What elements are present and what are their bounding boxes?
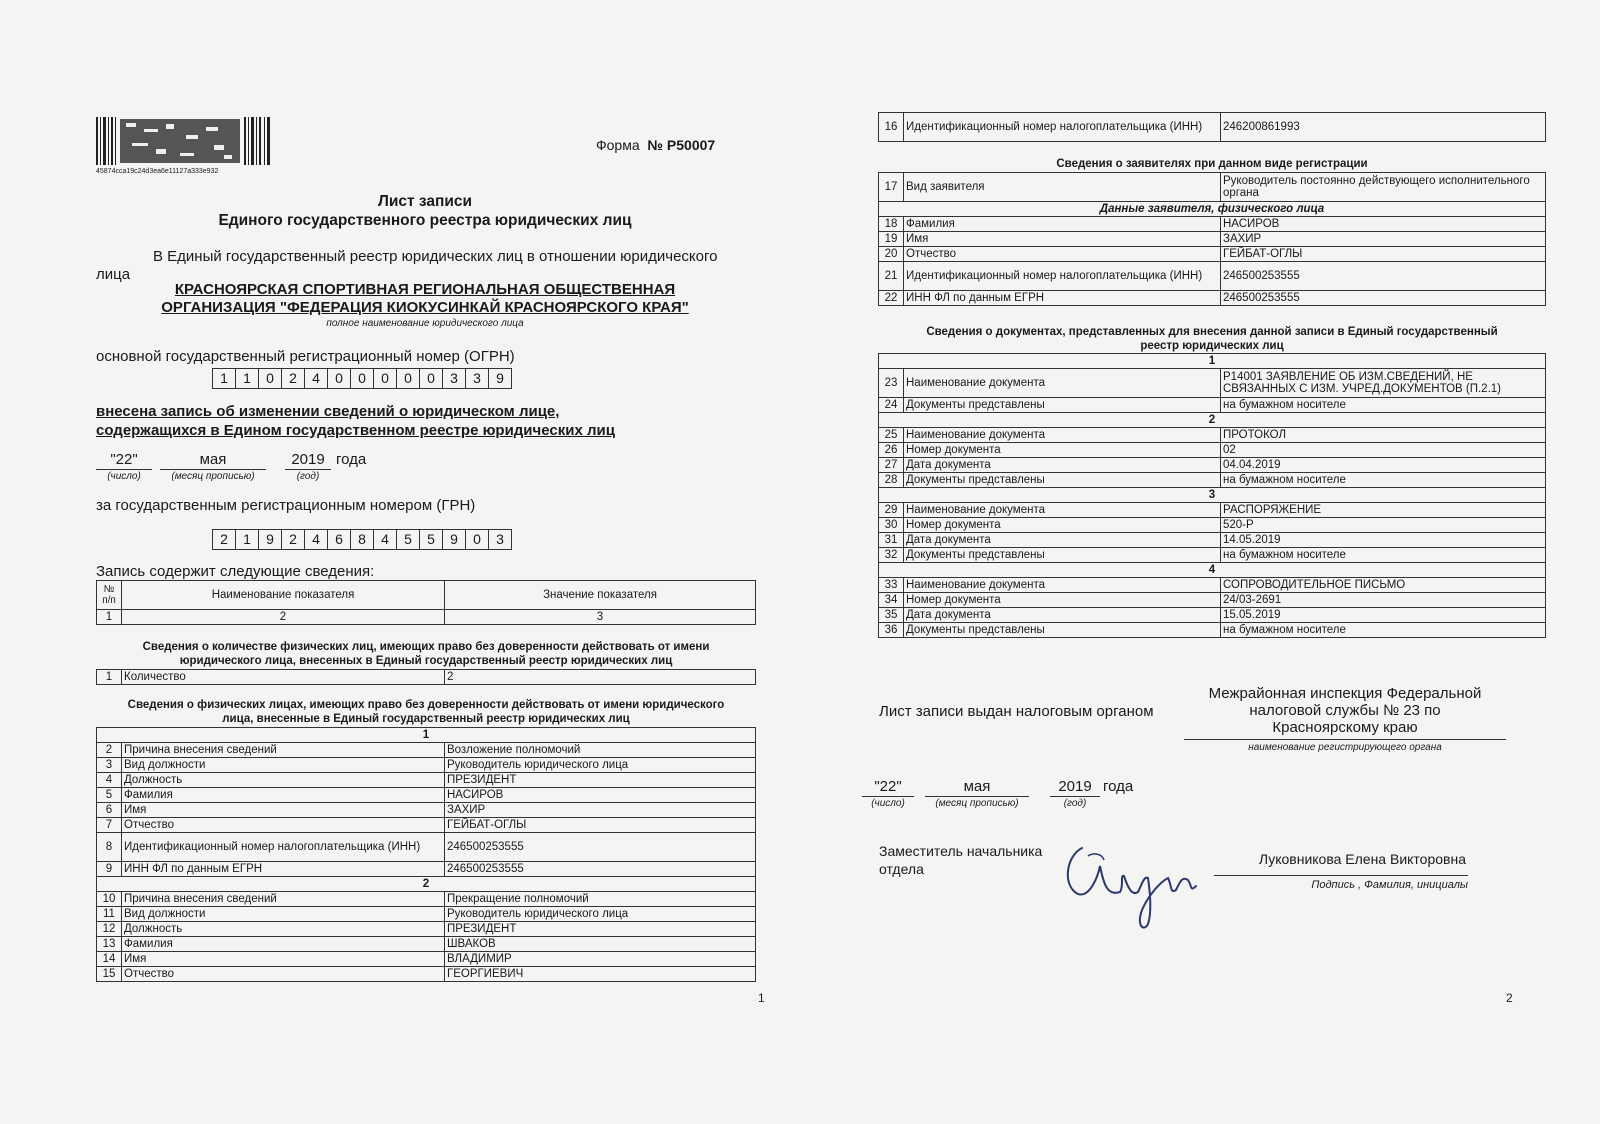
date2-year-word: года — [1103, 778, 1134, 795]
caption-day: (число) — [107, 471, 141, 482]
hdr-name: Наименование показателя — [122, 581, 445, 610]
table-row — [97, 818, 756, 833]
row-number: 25 — [879, 428, 904, 443]
row-number: 22 — [879, 291, 904, 306]
row-label: Дата документа — [904, 608, 1221, 623]
digit-cell: 3 — [443, 369, 466, 388]
row-number: 19 — [879, 232, 904, 247]
row-label: Наименование документа — [904, 428, 1221, 443]
row-value: ЗАХИР — [445, 803, 756, 818]
row-value: Р14001 ЗАЯВЛЕНИЕ ОБ ИЗМ.СВЕДЕНИЙ, НЕ СВЯЗАННЫХ С ИЗМ. УЧРЕД.ДОКУМЕНТОВ (П.2.1) — [1221, 369, 1546, 398]
date-year-word: года — [336, 451, 367, 468]
row-value: 520-Р — [1221, 518, 1546, 533]
table-row — [879, 623, 1546, 638]
digit-cell: 3 — [496, 531, 504, 547]
digit-cell: 4 — [305, 530, 328, 549]
row-value: ЗАХИР — [1221, 232, 1546, 247]
table-row — [879, 369, 1546, 398]
row-number: 2 — [97, 743, 122, 758]
row-label: Документы представлены — [904, 398, 1221, 413]
digit-cell: 1 — [236, 369, 259, 388]
entry-line1: внесена запись об изменении сведений о юридическом лице, — [96, 403, 560, 420]
digit-cell: 0 — [328, 369, 351, 388]
row-number: 23 — [879, 369, 904, 398]
group-header: 2 — [879, 413, 1546, 428]
group-header: 1 — [97, 728, 756, 743]
group-header: Данные заявителя, физического лица — [879, 202, 1546, 217]
section-docs-title: Сведения о документах, представленных для внесения данной записи в Единый государственный реестр юридических лиц — [926, 326, 1498, 352]
row-label: Имя — [904, 232, 1221, 247]
digit-cell: 4 — [305, 369, 328, 388]
row-number: 29 — [879, 503, 904, 518]
row-number: 15 — [97, 967, 122, 982]
row-number: 11 — [97, 907, 122, 922]
row-label: Дата документа — [904, 533, 1221, 548]
table-row — [879, 518, 1546, 533]
digit-cell: 2 — [282, 369, 305, 388]
table-row — [879, 217, 1546, 232]
row-number: 30 — [879, 518, 904, 533]
section-applicants-title: Сведения о заявителях при данном виде регистрации — [1056, 158, 1368, 170]
docs-table — [878, 353, 1546, 638]
row-value: 246500253555 — [1221, 291, 1546, 306]
row-number: 36 — [879, 623, 904, 638]
intro-text: В Единый государственный реестр юридических лиц в отношении юридического — [153, 248, 718, 265]
header-table: № п/п Наименование показателя Значение показателя 1 2 3 — [96, 580, 756, 625]
table-row — [97, 833, 756, 862]
date-day: "22" — [110, 451, 138, 468]
group-header: 4 — [879, 563, 1546, 578]
row-value: Руководитель юридического лица — [445, 907, 756, 922]
row-value: ШВАКОВ — [445, 937, 756, 952]
row-number: 17 — [879, 173, 904, 202]
row-label: Должность — [122, 922, 445, 937]
digit-cell: 0 — [259, 369, 282, 388]
row-number: 9 — [97, 862, 122, 877]
group-header: 2 — [97, 877, 756, 892]
contains-label: Запись содержит следующие сведения: — [96, 563, 375, 580]
digit-cell: 3 — [466, 369, 489, 388]
row-label: Вид должности — [122, 758, 445, 773]
signer-title: Заместитель начальника отдела — [879, 843, 1043, 877]
row-label: Отчество — [122, 818, 445, 833]
row-number: 27 — [879, 458, 904, 473]
org-name-line2: ОРГАНИЗАЦИЯ "ФЕДЕРАЦИЯ КИОКУСИНКАЙ КРАСНОЯРСКОГО КРАЯ" — [161, 299, 689, 316]
row-label: Документы представлены — [904, 623, 1221, 638]
row-value: на бумажном носителе — [1221, 548, 1546, 563]
date2-day: "22" — [874, 778, 902, 795]
row-number: 12 — [97, 922, 122, 937]
page-number-2: 2 — [1506, 991, 1513, 1005]
authority-caption: наименование регистрирующего органа — [1248, 742, 1442, 753]
row-value: 246500253555 — [1221, 262, 1546, 291]
grn-label: за государственным регистрационным номером (ГРН) — [96, 497, 476, 514]
date-month: мая — [199, 451, 227, 468]
row-number: 7 — [97, 818, 122, 833]
issued-label: Лист записи выдан налоговым органом — [879, 703, 1154, 720]
row-value: 04.04.2019 — [1221, 458, 1546, 473]
row-label: Отчество — [122, 967, 445, 982]
group-header: 3 — [879, 488, 1546, 503]
table-row — [879, 533, 1546, 548]
row-number: 26 — [879, 443, 904, 458]
grn-digits — [212, 529, 512, 550]
row-label: Отчество — [904, 247, 1221, 262]
row-value: 02 — [1221, 443, 1546, 458]
row-number: 8 — [97, 833, 122, 862]
row-value: Руководитель юридического лица — [445, 758, 756, 773]
row-value: РАСПОРЯЖЕНИЕ — [1221, 503, 1546, 518]
table-row — [879, 443, 1546, 458]
row-label: Идентификационный номер налогоплательщика (ИНН) — [904, 262, 1221, 291]
table-row — [879, 548, 1546, 563]
digit-cell: 1 — [236, 530, 259, 549]
row-label: Наименование документа — [904, 369, 1221, 398]
row-label: Вид должности — [122, 907, 445, 922]
digit-cell: 9 — [259, 530, 282, 549]
row-number: 24 — [879, 398, 904, 413]
authority-name: Межрайонная инспекция Федеральной налоговой службы № 23 по Красноярскому краю — [1208, 685, 1482, 736]
caption2-year: (год) — [1063, 798, 1087, 809]
row-number: 18 — [879, 217, 904, 232]
row-number: 28 — [879, 473, 904, 488]
row-label: Номер документа — [904, 518, 1221, 533]
inn-row-table: 16 Идентификационный номер налогоплательщика (ИНН) 246200861993 — [878, 112, 1546, 142]
page-2 — [800, 0, 1600, 1124]
digit-cell: 0 — [466, 530, 489, 549]
row-value: ПРОТОКОЛ — [1221, 428, 1546, 443]
row-value: НАСИРОВ — [1221, 217, 1546, 232]
digit-cell: 9 — [443, 530, 466, 549]
table-row — [97, 788, 756, 803]
digit-cell: 0 — [397, 369, 420, 388]
applicants-table — [878, 172, 1546, 306]
row-value: 246500253555 — [445, 862, 756, 877]
doc-title-line1: Лист записи — [377, 193, 473, 210]
row-label: Документы представлены — [904, 548, 1221, 563]
row-number: 4 — [97, 773, 122, 788]
table-row — [879, 247, 1546, 262]
row-number: 14 — [97, 952, 122, 967]
row-label: Имя — [122, 803, 445, 818]
date-year: 2019 — [291, 451, 325, 468]
table-row — [879, 398, 1546, 413]
row-value: Руководитель постоянно действующего исполнительного органа — [1221, 173, 1546, 202]
digit-cell: 9 — [496, 370, 504, 386]
table-row — [97, 862, 756, 877]
row-value: ГЕОРГИЕВИЧ — [445, 967, 756, 982]
table-row — [97, 758, 756, 773]
row-label: ИНН ФЛ по данным ЕГРН — [904, 291, 1221, 306]
row-value: СОПРОВОДИТЕЛЬНОЕ ПИСЬМО — [1221, 578, 1546, 593]
table-row — [879, 291, 1546, 306]
digit-cell: 2 — [213, 530, 236, 549]
table-row — [879, 503, 1546, 518]
row-number: 34 — [879, 593, 904, 608]
barcode-image — [96, 115, 270, 167]
row-label: Дата документа — [904, 458, 1221, 473]
hdr-num: № п/п — [97, 581, 122, 610]
section-qty-title: Сведения о количестве физических лиц, имеющих право без доверенности действовать от имени юридического лица, внесенных в Единый государственный реестр юридических лиц — [142, 641, 710, 667]
row-value: ПРЕЗИДЕНТ — [445, 773, 756, 788]
row-value: на бумажном носителе — [1221, 398, 1546, 413]
digit-cell: 0 — [374, 369, 397, 388]
hdr-value: Значение показателя — [445, 581, 756, 610]
table-row — [879, 578, 1546, 593]
date2-month: мая — [963, 778, 991, 795]
row-label: Имя — [122, 952, 445, 967]
caption-month: (месяц прописью) — [171, 471, 255, 482]
doc-title-line2: Единого государственного реестра юридических лиц — [218, 212, 632, 229]
row-label: Фамилия — [122, 788, 445, 803]
signer-caption: Подпись , Фамилия, инициалы — [1311, 879, 1468, 891]
table-row — [97, 907, 756, 922]
row-label: Причина внесения сведений — [122, 743, 445, 758]
digit-cell: 4 — [374, 530, 397, 549]
date2-year: 2019 — [1058, 778, 1092, 795]
row-label: Должность — [122, 773, 445, 788]
section-persons-title: Сведения о физических лицах, имеющих право без доверенности действовать от имени юридического лица, внесенные в Единый государственный реестр юридических лиц — [127, 699, 725, 725]
digit-cell: 5 — [420, 530, 443, 549]
qty-table: 1 Количество 2 — [96, 669, 756, 685]
row-value: на бумажном носителе — [1221, 623, 1546, 638]
group-header: 1 — [879, 354, 1546, 369]
row-label: Фамилия — [122, 937, 445, 952]
row-value: ВЛАДИМИР — [445, 952, 756, 967]
row-value: на бумажном носителе — [1221, 473, 1546, 488]
row-number: 21 — [879, 262, 904, 291]
row-value: НАСИРОВ — [445, 788, 756, 803]
row-label: Номер документа — [904, 593, 1221, 608]
digit-cell: 2 — [282, 530, 305, 549]
row-number: 5 — [97, 788, 122, 803]
row-value: 14.05.2019 — [1221, 533, 1546, 548]
digit-cell: 8 — [351, 530, 374, 549]
row-label: Документы представлены — [904, 473, 1221, 488]
table-row — [879, 262, 1546, 291]
table-row — [97, 743, 756, 758]
row-value: ГЕЙБАТ-ОГЛЫ — [445, 818, 756, 833]
table-row — [879, 593, 1546, 608]
intro-text-2: лица — [96, 266, 131, 283]
page-number-1: 1 — [758, 991, 765, 1005]
row-value: ПРЕЗИДЕНТ — [445, 922, 756, 937]
row-value: ГЕЙБАТ-ОГЛЫ — [1221, 247, 1546, 262]
org-name-caption: полное наименование юридического лица — [326, 318, 524, 329]
table-row — [879, 608, 1546, 623]
row-number: 33 — [879, 578, 904, 593]
row-label: Вид заявителя — [904, 173, 1221, 202]
org-name-line1: КРАСНОЯРСКАЯ СПОРТИВНАЯ РЕГИОНАЛЬНАЯ ОБЩЕСТВЕННАЯ — [174, 281, 676, 298]
row-value: Прекращение полномочий — [445, 892, 756, 907]
barcode-code: 45874cca19c24d3ea6e11127a333e932 — [96, 168, 219, 175]
row-number: 3 — [97, 758, 122, 773]
signer-name: Луковникова Елена Викторовна — [1258, 851, 1466, 867]
digit-cell: 0 — [351, 369, 374, 388]
row-label: Фамилия — [904, 217, 1221, 232]
form-label: Форма № Р50007 — [596, 137, 716, 153]
table-row — [97, 922, 756, 937]
table-row — [879, 173, 1546, 202]
digit-cell: 6 — [328, 530, 351, 549]
row-value: 15.05.2019 — [1221, 608, 1546, 623]
table-row — [97, 952, 756, 967]
row-label: ИНН ФЛ по данным ЕГРН — [122, 862, 445, 877]
table-row — [879, 473, 1546, 488]
table-row — [97, 773, 756, 788]
row-number: 6 — [97, 803, 122, 818]
row-number: 13 — [97, 937, 122, 952]
entry-line2: содержащихся в Едином государственном реестре юридических лиц — [96, 422, 615, 439]
table-row — [97, 967, 756, 982]
caption2-day: (число) — [871, 798, 905, 809]
row-number: 35 — [879, 608, 904, 623]
table-row — [97, 892, 756, 907]
row-value: Возложение полномочий — [445, 743, 756, 758]
table-row — [879, 428, 1546, 443]
row-number: 10 — [97, 892, 122, 907]
digit-cell: 0 — [420, 369, 443, 388]
row-number: 32 — [879, 548, 904, 563]
digit-cell: 1 — [213, 369, 236, 388]
row-label: Номер документа — [904, 443, 1221, 458]
ogrn-label: основной государственный регистрационный номер (ОГРН) — [96, 348, 515, 365]
table-row — [879, 232, 1546, 247]
caption2-month: (месяц прописью) — [935, 798, 1019, 809]
row-label: Наименование документа — [904, 503, 1221, 518]
signature-image — [1064, 836, 1204, 936]
row-value: 24/03-2691 — [1221, 593, 1546, 608]
ogrn-digits — [212, 368, 512, 389]
row-label: Идентификационный номер налогоплательщика (ИНН) — [122, 833, 445, 862]
row-label: Наименование документа — [904, 578, 1221, 593]
row-value: 246500253555 — [445, 833, 756, 862]
digit-cell: 5 — [397, 530, 420, 549]
caption-year: (год) — [296, 471, 320, 482]
table-row — [97, 803, 756, 818]
table-row — [879, 458, 1546, 473]
persons-table — [96, 727, 756, 982]
row-label: Причина внесения сведений — [122, 892, 445, 907]
row-number: 31 — [879, 533, 904, 548]
row-number: 20 — [879, 247, 904, 262]
table-row — [97, 937, 756, 952]
